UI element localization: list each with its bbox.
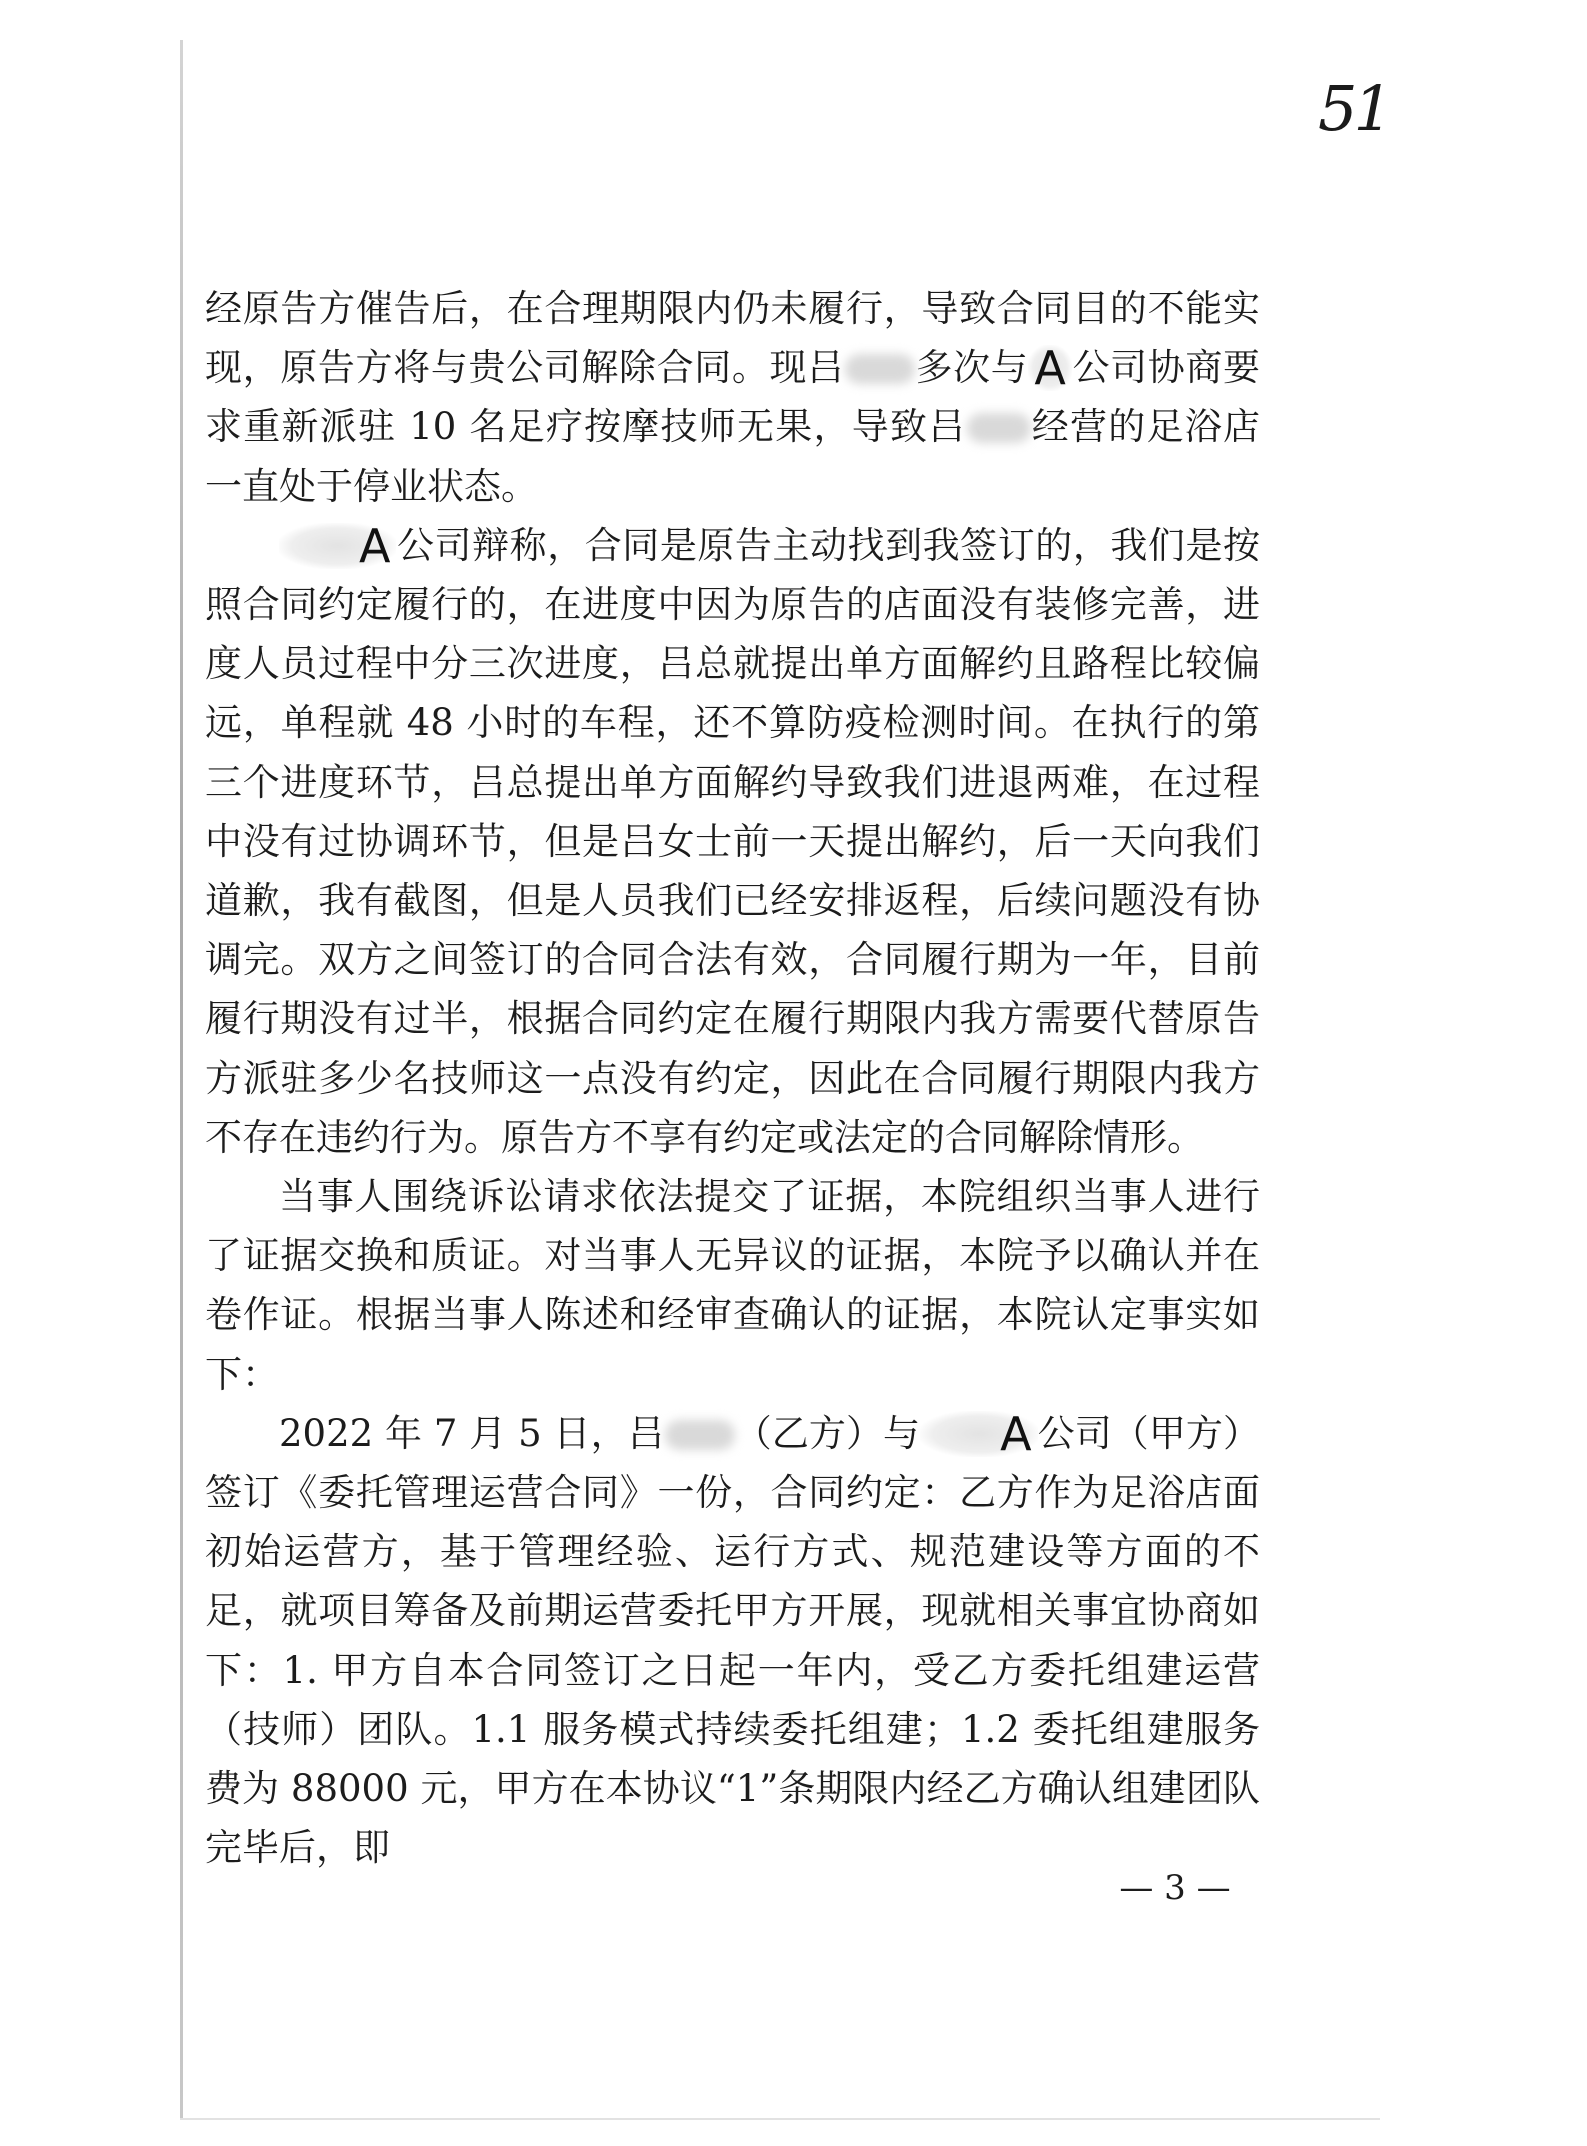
judgment-body-text: [205, 279, 1260, 1877]
redacted-name: [967, 413, 1031, 443]
text-segment: （乙方）与: [734, 1411, 921, 1455]
text-segment: 经原告方催告后，在合理期限内仍未履行，导致合同目的不能实现，原告方将与贵公司解除合同。现吕: [205, 287, 1260, 390]
text-segment: 2022 年 7 月 5 日，吕: [279, 1411, 665, 1455]
text-segment: 公司协商要求重新派驻 10 名足疗按摩技师无果，导致吕: [205, 346, 1261, 449]
anonymized-company-mark: A: [920, 1411, 1037, 1457]
page-number: — 3 —: [1119, 1868, 1231, 1908]
anonymized-company-mark: A: [1028, 345, 1071, 391]
paragraph-facts: [205, 1404, 1260, 1878]
text-segment: 多次与: [914, 346, 1029, 390]
sheet-bottom-edge: [180, 2118, 1380, 2120]
text-segment: 当事人围绕诉讼请求依法提交了证据，本院组织当事人进行了证据交换和质证。对当事人无异议的证据，本院予以确认并在卷作证。根据当事人陈述和经审查确认的证据，本院认定事实如下：: [205, 1175, 1260, 1396]
redacted-name: [665, 1420, 735, 1450]
handwritten-page-number: 51: [1318, 72, 1389, 145]
text-segment: 经营的足浴店一直处于停业状态。: [205, 405, 1261, 508]
text-segment: 公司（甲方）签订《委托管理运营合同》一份，合同约定：乙方作为足浴店面初始运营方，基于管理经验、运行方式、规范建设等方面的不足，就项目筹备及前期运营委托甲方开展，现就相关事宜协商如下：1. 甲方自本合同签订之日起一年内，受乙方委托组建运营（技师）团队。1.1 服务模式持续委托组建；1.2 委托组建服务费为 88000 元，甲方在本协议“1”条期限内经乙方确认组建团队完毕后，即: [205, 1411, 1260, 1870]
redacted-name: [845, 354, 915, 384]
paragraph-defense: [205, 516, 1260, 1167]
paragraph-evidence: [205, 1167, 1260, 1404]
anonymized-company-mark: A: [279, 523, 396, 569]
paragraph-plaintiff-claim: [205, 279, 1260, 516]
text-segment: 公司辩称，合同是原告主动找到我签订的，我们是按照合同约定履行的，在进度中因为原告的店面没有装修完善，进度人员过程中分三次进度，吕总就提出单方面解约且路程比较偏远，单程就 48 小时的车程，还不算防疫检测时间。在执行的第三个进度环节，吕总提出单方面解约导致我们进退两难，在过程中没有过协调环节，但是吕女士前一天提出解约，后一天向我们道歉，我有截图，但是人员我们已经安排返程，后续问题没有协调完。双方之间签订的合同合法有效，合同履行期为一年，目前履行期没有过半，根据合同约定在履行期限内我方需要代替原告方派驻多少名技师这一点没有约定，因此在合同履行期限内我方不存在违约行为。原告方不享有约定或法定的合同解除情形。: [205, 523, 1260, 1159]
binding-edge: [180, 40, 183, 2120]
